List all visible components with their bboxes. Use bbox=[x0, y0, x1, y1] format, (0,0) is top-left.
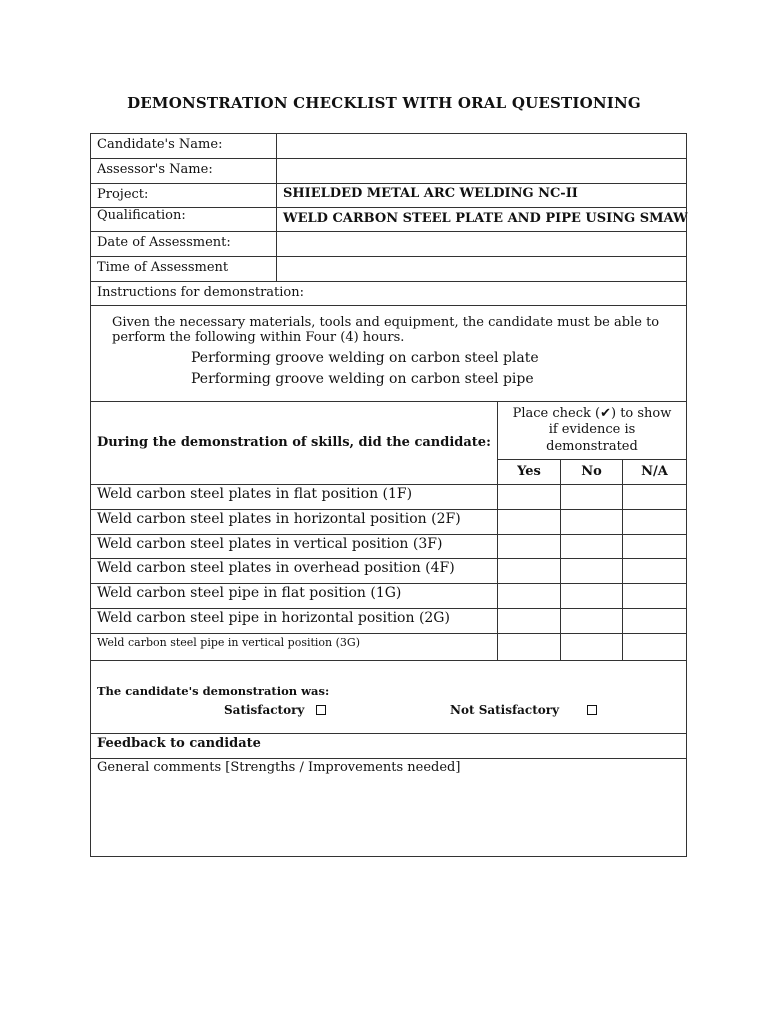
checklist-item: Weld carbon steel plates in horizontal position (2F) bbox=[97, 511, 461, 527]
qualification-value: WELD CARBON STEEL PLATE AND PIPE USING SMAW bbox=[283, 211, 688, 226]
border-top bbox=[90, 133, 687, 134]
row-divider bbox=[90, 281, 687, 282]
border-bottom bbox=[90, 856, 687, 857]
row-divider bbox=[90, 660, 687, 661]
column-header-na: N/A bbox=[641, 464, 668, 479]
result-label: The candidate's demonstration was: bbox=[97, 684, 330, 698]
checkbox-icon[interactable] bbox=[316, 705, 326, 715]
row-divider bbox=[90, 758, 687, 759]
task-item: Performing groove welding on carbon steel pipe bbox=[191, 371, 534, 387]
project-value: SHIELDED METAL ARC WELDING NC-II bbox=[283, 186, 578, 201]
row-divider bbox=[90, 158, 687, 159]
satisfactory-label: Satisfactory bbox=[224, 703, 305, 717]
assessor-name-label: Assessor's Name: bbox=[97, 162, 213, 177]
column-header-no: No bbox=[581, 464, 602, 479]
checkbox-icon[interactable] bbox=[587, 705, 597, 715]
row-divider bbox=[90, 305, 687, 306]
checklist-question: During the demonstration of skills, did the candidate: bbox=[97, 435, 491, 450]
candidate-name-label: Candidate's Name: bbox=[97, 137, 223, 152]
column-divider bbox=[276, 133, 277, 281]
row-divider bbox=[90, 558, 687, 559]
checklist-item: Weld carbon steel pipe in flat position (1G) bbox=[97, 585, 402, 601]
row-divider bbox=[90, 733, 687, 734]
instructions-line: perform the following within Four (4) hours. bbox=[112, 330, 405, 345]
place-check-note: if evidence is bbox=[548, 422, 636, 437]
row-divider bbox=[90, 534, 687, 535]
row-divider bbox=[90, 231, 687, 232]
column-header-yes: Yes bbox=[517, 464, 541, 479]
feedback-header: Feedback to candidate bbox=[97, 736, 261, 751]
row-divider bbox=[90, 583, 687, 584]
check-cell-yes[interactable] bbox=[498, 485, 560, 509]
place-check-note: Place check (✔) to show bbox=[512, 406, 672, 421]
not-satisfactory-label: Not Satisfactory bbox=[450, 703, 560, 717]
checklist-form bbox=[90, 133, 687, 857]
checklist-item: Weld carbon steel plates in vertical position (3F) bbox=[97, 536, 443, 552]
checklist-item: Weld carbon steel pipe in horizontal position (2G) bbox=[97, 610, 450, 626]
place-check-note: demonstrated bbox=[546, 439, 638, 454]
row-divider bbox=[90, 401, 687, 402]
check-cell-na[interactable] bbox=[623, 485, 686, 509]
row-divider bbox=[497, 459, 687, 460]
row-divider bbox=[90, 633, 687, 634]
general-comments-label: General comments [Strengths / Improvements needed] bbox=[97, 760, 461, 775]
instructions-line: Given the necessary materials, tools and equipment, the candidate must be able to bbox=[112, 315, 660, 330]
border-left bbox=[90, 133, 91, 857]
row-divider bbox=[90, 509, 687, 510]
general-comments-field[interactable] bbox=[91, 778, 685, 854]
checklist-item: Weld carbon steel plates in flat position (1F) bbox=[97, 486, 413, 502]
time-label: Time of Assessment bbox=[97, 260, 229, 275]
checklist-item: Weld carbon steel plates in overhead position (4F) bbox=[97, 560, 455, 576]
page-title: DEMONSTRATION CHECKLIST WITH ORAL QUESTIONING bbox=[127, 94, 641, 112]
row-divider bbox=[90, 608, 687, 609]
row-divider bbox=[90, 256, 687, 257]
check-cell-no[interactable] bbox=[561, 485, 622, 509]
checklist-item: Weld carbon steel pipe in vertical position (3G) bbox=[97, 636, 360, 649]
project-label: Project: bbox=[97, 187, 149, 202]
date-label: Date of Assessment: bbox=[97, 235, 231, 250]
instructions-header: Instructions for demonstration: bbox=[97, 285, 305, 300]
task-item: Performing groove welding on carbon steel plate bbox=[191, 350, 539, 366]
qualification-label: Qualification: bbox=[97, 208, 186, 223]
row-divider bbox=[90, 183, 687, 184]
border-right bbox=[686, 133, 687, 857]
